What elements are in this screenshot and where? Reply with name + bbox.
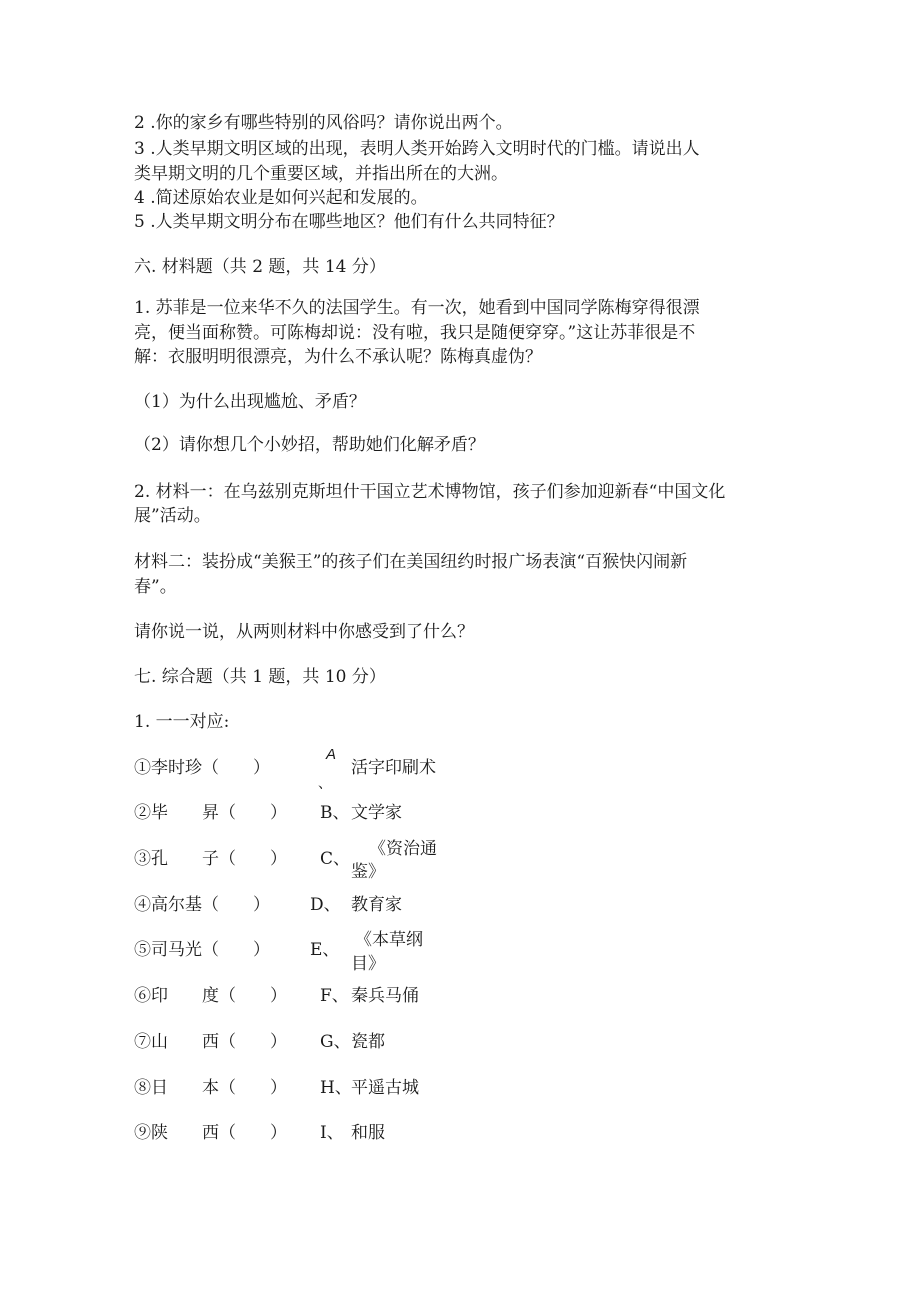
match-letter-b: B、 xyxy=(320,803,350,823)
question-5: 5 .人类早期文明分布在哪些地区？他们有什么共同特征？ xyxy=(134,212,564,232)
match-right-3-line2: 鉴》 xyxy=(351,862,385,882)
s6-q1-sub2: （2）请你想几个小妙招，帮助她们化解矛盾？ xyxy=(134,435,485,455)
match-letter-c: C、 xyxy=(320,849,351,869)
s6-q1-sub1: （1）为什么出现尴尬、矛盾？ xyxy=(134,392,366,412)
s7-q1-title: 1. 一一对应: xyxy=(134,712,230,732)
s6-q2-material1-line2: 展”活动。 xyxy=(134,506,211,526)
match-right-5-line2: 目》 xyxy=(351,954,385,974)
match-left-2: ②毕 昇（ ） xyxy=(134,803,287,823)
match-right-9: 和服 xyxy=(351,1123,385,1143)
s6-q1-line1: 1. 苏菲是一位来华不久的法国学生。有一次，她看到中国同学陈梅穿得很漂 xyxy=(134,298,700,318)
match-right-3-line1: 《资治通 xyxy=(369,839,437,859)
match-letter-d: D、 xyxy=(310,895,341,915)
match-right-8: 平遥古城 xyxy=(351,1078,419,1098)
match-right-2: 文学家 xyxy=(351,803,402,823)
match-left-3: ③孔 子（ ） xyxy=(134,849,287,869)
match-letter-a: A xyxy=(326,746,337,763)
s6-q1-line3: 解：衣服明明很漂亮，为什么不承认呢？陈梅真虚伪？ xyxy=(134,347,542,367)
match-right-7: 瓷都 xyxy=(351,1032,385,1052)
section-7-heading: 七. 综合题（共 1 题，共 10 分） xyxy=(134,667,386,687)
match-right-4: 教育家 xyxy=(351,895,402,915)
match-letter-g: G、 xyxy=(320,1032,351,1052)
question-2: 2 .你的家乡有哪些特别的风俗吗？请你说出两个。 xyxy=(134,113,513,133)
match-letter-h: H、 xyxy=(320,1078,352,1098)
match-left-4: ④高尔基（ ） xyxy=(134,895,270,915)
s6-q2-material2-line2: 春”。 xyxy=(134,577,177,597)
question-3-line1: 3 .人类早期文明区域的出现，表明人类开始跨入文明时代的门槛。请说出人 xyxy=(134,139,700,159)
match-left-1: ①李时珍（ ） xyxy=(134,758,270,778)
match-left-6: ⑥印 度（ ） xyxy=(134,986,287,1006)
s6-q2-prompt: 请你说一说，从两则材料中你感受到了什么？ xyxy=(134,622,474,642)
match-letter-e: E、 xyxy=(310,940,340,960)
question-3-line2: 类早期文明的几个重要区域，并指出所在的大洲。 xyxy=(134,164,508,184)
section-6-heading: 六. 材料题（共 2 题，共 14 分） xyxy=(134,257,386,277)
match-right-6: 秦兵马俑 xyxy=(351,986,419,1006)
match-letter-a-mark: 、 xyxy=(318,776,332,792)
match-letter-f: F、 xyxy=(320,986,349,1006)
match-left-8: ⑧日 本（ ） xyxy=(134,1078,287,1098)
question-4: 4 .简述原始农业是如何兴起和发展的。 xyxy=(134,188,428,208)
match-right-1: 活字印刷术 xyxy=(351,758,436,778)
s6-q2-material1-line1: 2. 材料一：在乌兹别克斯坦什干国立艺术博物馆，孩子们参加迎新春“中国文化 xyxy=(134,482,726,502)
s6-q2-material2-line1: 材料二：装扮成“美猴王”的孩子们在美国纽约时报广场表演“百猴快闪闹新 xyxy=(134,552,688,572)
match-left-5: ⑤司马光（ ） xyxy=(134,940,270,960)
s6-q1-line2: 亮，便当面称赞。可陈梅却说：没有啦，我只是随便穿穿。”这让苏菲很是不 xyxy=(134,323,696,343)
match-left-7: ⑦山 西（ ） xyxy=(134,1032,287,1052)
match-left-9: ⑨陕 西（ ） xyxy=(134,1123,287,1143)
match-right-5-line1: 《本草纲 xyxy=(355,930,423,950)
match-letter-i: I、 xyxy=(320,1123,344,1143)
